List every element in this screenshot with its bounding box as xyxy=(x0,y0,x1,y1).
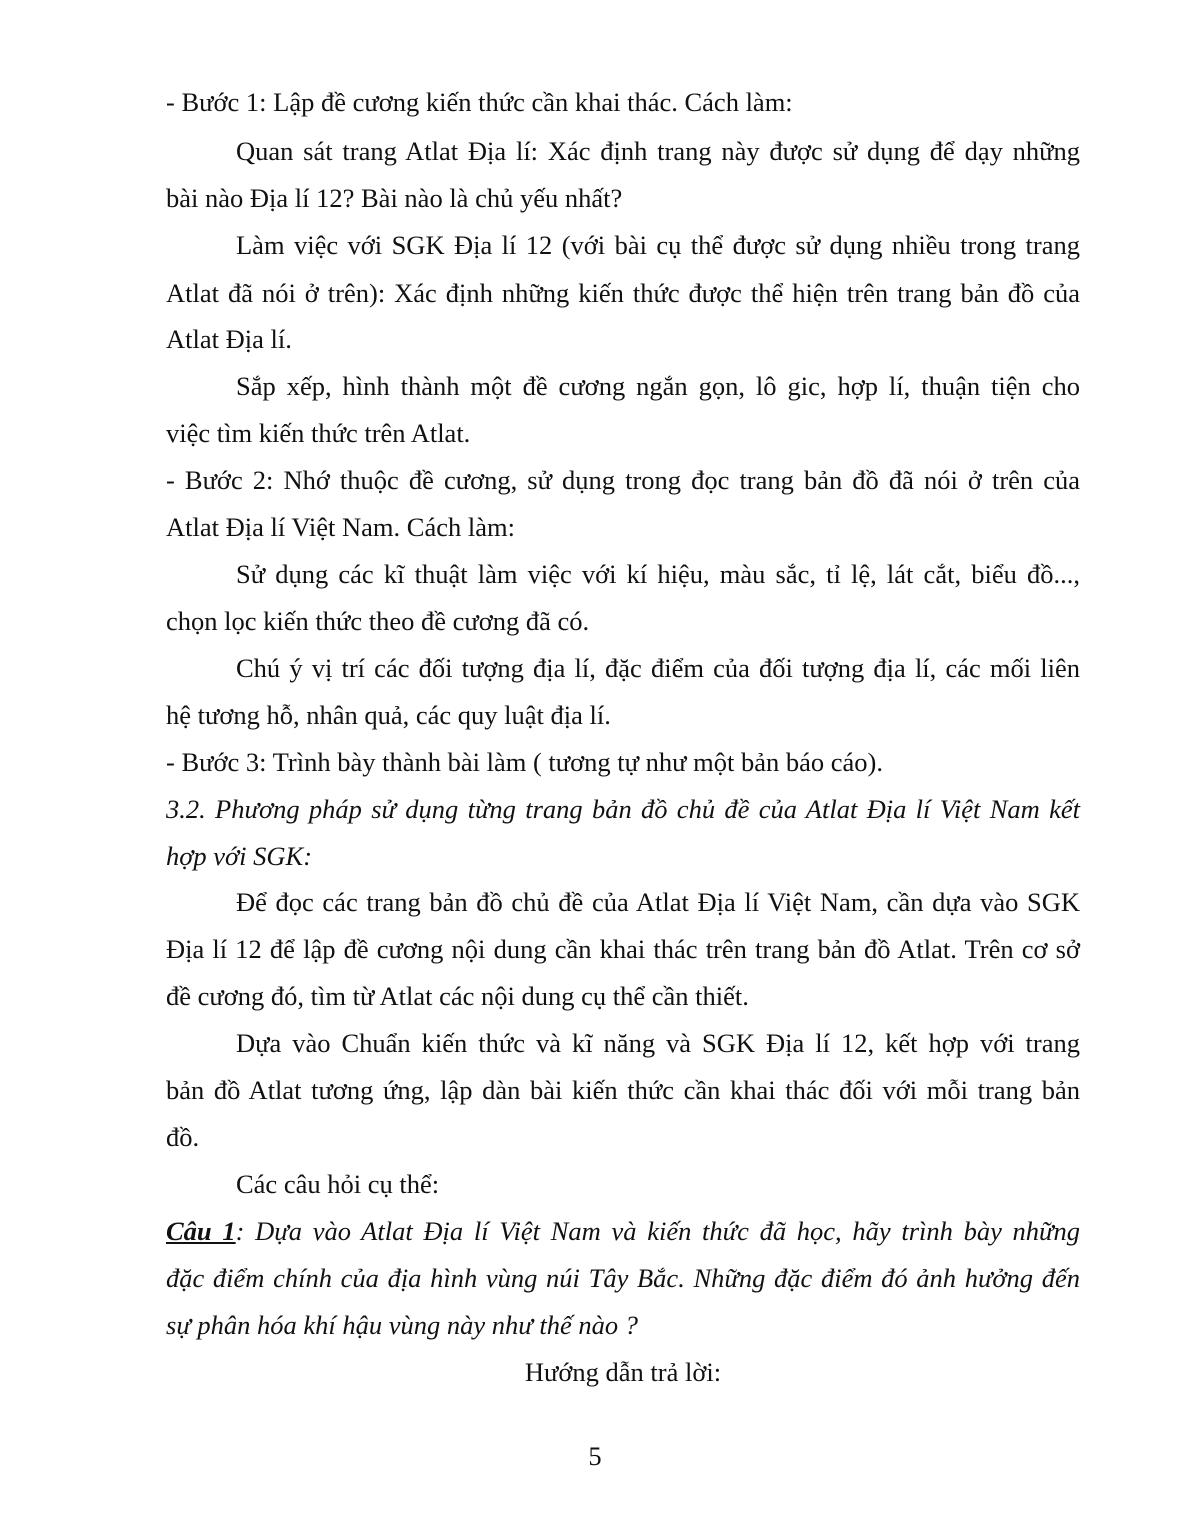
paragraph-line: Địa lí 12 để lập đề cương nội dung cần khai thác trên trang bản đồ Atlat. Trên cơ sở xyxy=(166,934,1080,964)
paragraph-line: Sử dụng các kĩ thuật làm việc với kí hiệu, màu sắc, tỉ lệ, lát cắt, biểu đồ..., xyxy=(236,559,1080,589)
question-line: sự phân hóa khí hậu vùng này như thế nào ? xyxy=(166,1310,638,1340)
paragraph-line: Sắp xếp, hình thành một đề cương ngắn gọn, lô gic, hợp lí, thuận tiện cho xyxy=(236,371,1080,401)
paragraph-line: Atlat đã nói ở trên): Xác định những kiến thức được thể hiện trên trang bản đồ của xyxy=(166,278,1080,308)
paragraph-line: Các câu hỏi cụ thể: xyxy=(236,1169,440,1199)
question-text: : Dựa vào Atlat Địa lí Việt Nam và kiến thức đã học, hãy trình bày những xyxy=(235,1216,1080,1246)
question-line: đặc điểm chính của địa hình vùng núi Tây Bắc. Những đặc điểm đó ảnh hưởng đến xyxy=(166,1263,1080,1293)
paragraph-line: Dựa vào Chuẩn kiến thức và kĩ năng và SGK Địa lí 12, kết hợp với trang xyxy=(236,1028,1080,1058)
paragraph-line: bài nào Địa lí 12? Bài nào là chủ yếu nhất? xyxy=(166,183,623,213)
paragraph-line: Quan sát trang Atlat Địa lí: Xác định trang này được sử dụng để dạy những xyxy=(236,136,1080,166)
question-line xyxy=(166,1213,1080,1249)
paragraph-line: - Bước 3: Trình bày thành bài làm ( tương tự như một bản báo cáo). xyxy=(166,747,883,777)
question-label: Câu 1 xyxy=(166,1216,236,1246)
paragraph-line: Chú ý vị trí các đối tượng địa lí, đặc điểm của đối tượng địa lí, các mối liên xyxy=(236,653,1080,683)
paragraph-line: đề cương đó, tìm từ Atlat các nội dung cụ thể cần thiết. xyxy=(166,981,749,1011)
paragraph-line: đồ. xyxy=(166,1122,200,1152)
paragraph-line: Atlat Địa lí. xyxy=(166,324,292,354)
answer-heading: Hướng dẫn trả lời: xyxy=(524,1357,722,1387)
paragraph-line: Làm việc với SGK Địa lí 12 (với bài cụ thể được sử dụng nhiều trong trang xyxy=(236,230,1080,260)
paragraph-line: việc tìm kiến thức trên Atlat. xyxy=(166,418,471,448)
section-heading: hợp với SGK: xyxy=(166,841,313,871)
page-number: 5 xyxy=(588,1441,602,1471)
paragraph-line: Để đọc các trang bản đồ chủ đề của Atlat Địa lí Việt Nam, cần dựa vào SGK xyxy=(236,887,1080,917)
paragraph-line: hệ tương hỗ, nhân quả, các quy luật địa lí. xyxy=(166,700,611,730)
paragraph-line: chọn lọc kiến thức theo đề cương đã có. xyxy=(166,606,590,636)
paragraph-line: Atlat Địa lí Việt Nam. Cách làm: xyxy=(166,512,515,542)
paragraph-line: - Bước 2: Nhớ thuộc đề cương, sử dụng trong đọc trang bản đồ đã nói ở trên của xyxy=(166,465,1080,495)
paragraph-line: bản đồ Atlat tương ứng, lập dàn bài kiến thức cần khai thác đối với mỗi trang bản xyxy=(166,1075,1080,1105)
section-heading: 3.2. Phương pháp sử dụng từng trang bản đồ chủ đề của Atlat Địa lí Việt Nam kết xyxy=(166,794,1080,824)
paragraph-line: - Bước 1: Lập đề cương kiến thức cần khai thác. Cách làm: xyxy=(166,87,793,117)
